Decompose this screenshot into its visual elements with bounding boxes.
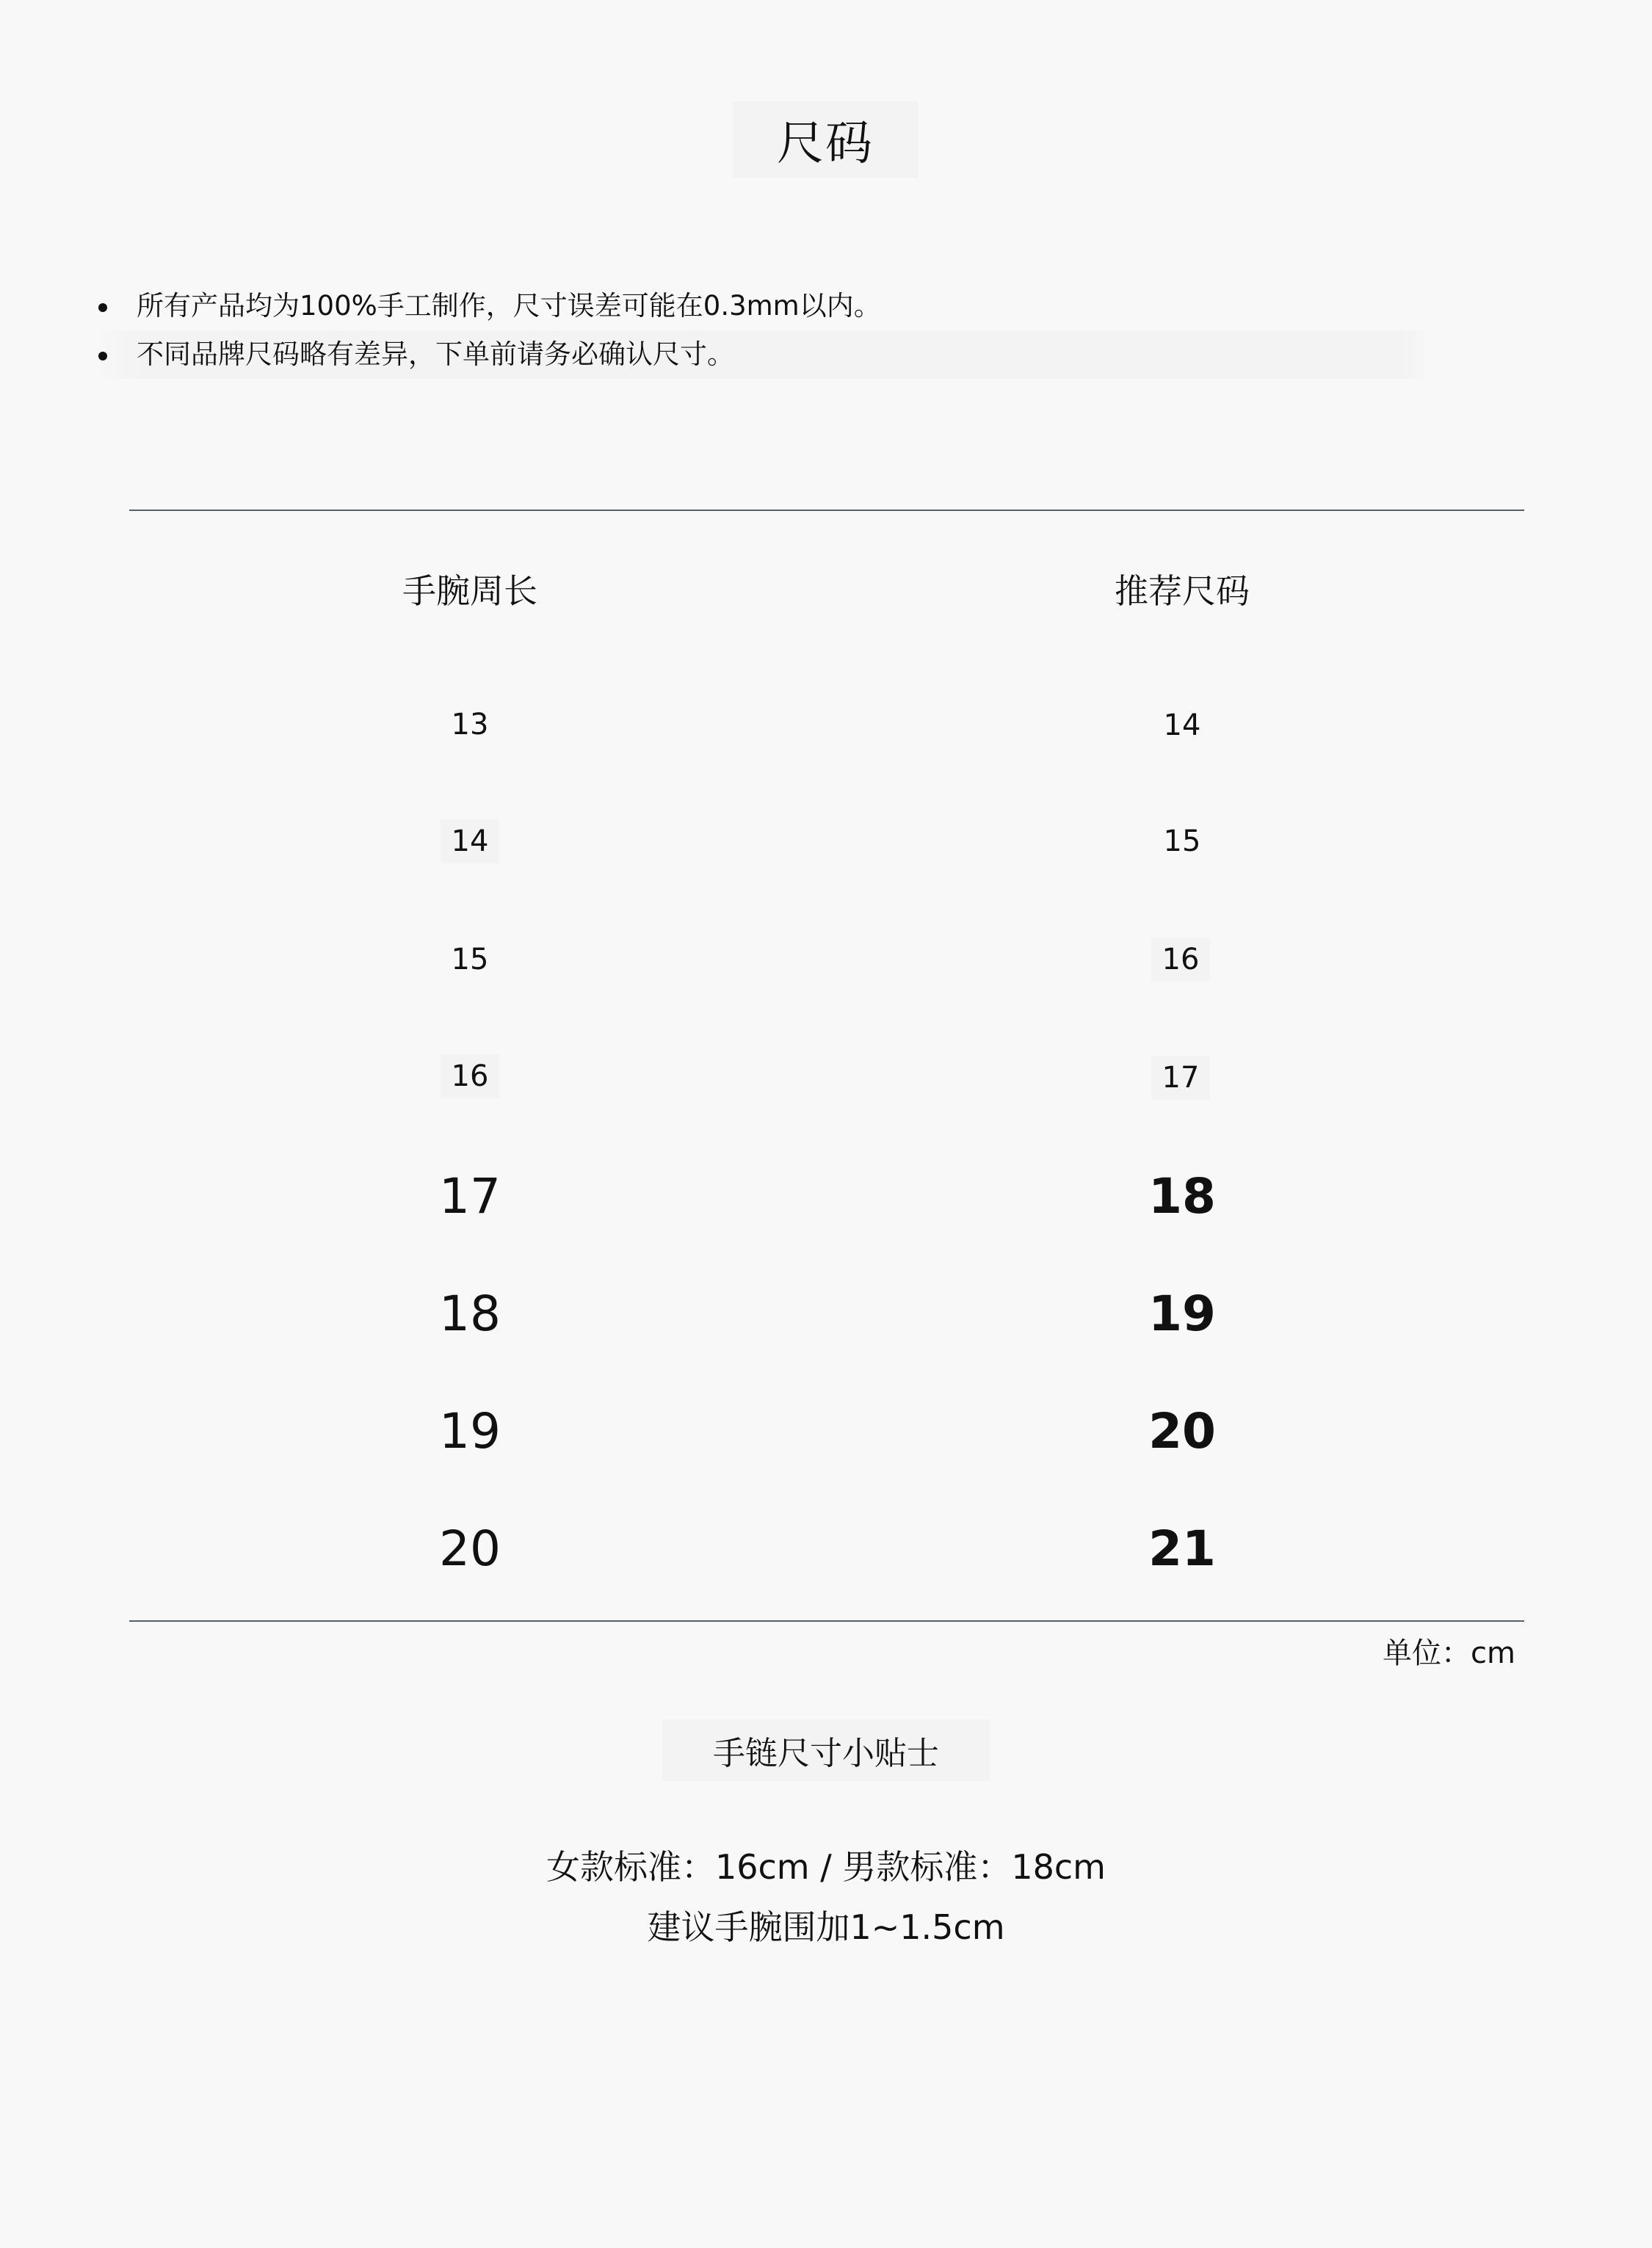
page-title: 尺码 [777, 117, 874, 171]
note-text: 不同品牌尺码略有差异，下单前请务必确认尺寸。 [137, 338, 734, 370]
note-item [95, 282, 1432, 330]
table-cell-size: 17 [1151, 1056, 1210, 1100]
note-item [95, 330, 1432, 379]
tips-title-box [662, 1719, 990, 1781]
table-bottom-rule [129, 1620, 1524, 1622]
table-cell-wrist: 14 [441, 819, 499, 863]
table-cell-wrist: 15 [451, 943, 489, 976]
page-title-box [733, 101, 918, 178]
table-cell-size: 14 [1163, 708, 1201, 742]
table-cell-wrist: 19 [439, 1403, 501, 1460]
table-cell-size: 20 [1148, 1403, 1216, 1460]
table-cell-size: 21 [1148, 1520, 1216, 1577]
table-cell-size: 15 [1163, 824, 1201, 858]
table-top-rule [129, 510, 1524, 511]
table-cell-size: 19 [1148, 1286, 1216, 1342]
table-cell-size: 16 [1151, 938, 1210, 982]
table-cell-wrist: 18 [439, 1286, 501, 1342]
column-header-size: 推荐尺码 [1115, 571, 1250, 611]
column-header-wrist: 手腕周长 [402, 571, 537, 611]
tips-title: 手链尺寸小贴士 [713, 1735, 939, 1772]
table-cell-wrist: 13 [451, 708, 489, 742]
table-cell-wrist: 16 [441, 1054, 499, 1098]
table-cell-size: 18 [1148, 1168, 1216, 1225]
unit-label: 单位：cm [1383, 1636, 1515, 1670]
table-cell-wrist: 17 [439, 1168, 501, 1225]
tip-standard-sizes: 女款标准：16cm / 男款标准：18cm [546, 1847, 1106, 1887]
table-cell-wrist: 20 [439, 1520, 501, 1577]
tip-recommendation: 建议手腕围加1~1.5cm [647, 1907, 1005, 1947]
bullet-icon [98, 352, 107, 360]
notes-list [95, 282, 1432, 379]
note-text: 所有产品均为100%手工制作，尺寸误差可能在0.3mm以内。 [137, 290, 881, 322]
bullet-icon [98, 303, 107, 312]
